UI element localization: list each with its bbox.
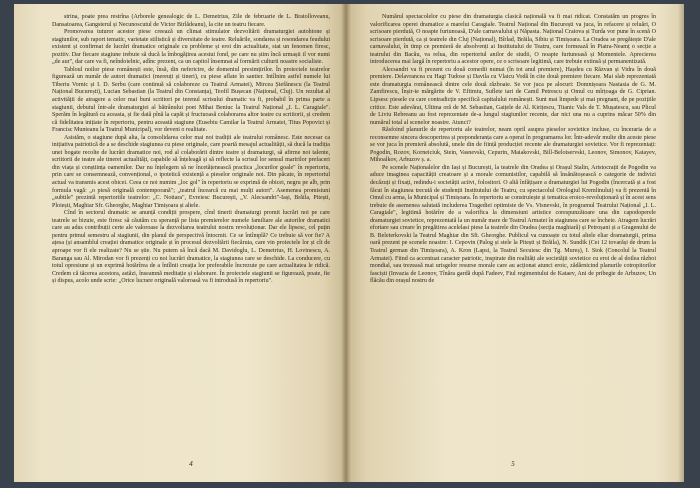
paragraph: Răsfoind planurile de repertoriu ale teatrelor, neam opril asupra pieselor sovietice incluse, cu înceraria de a reconsemne sincera descoperirea și preponderanța care a operat în programarea lor. Într-adevăr multe din aceste piese se vor juca în premieră absolută, unele din de ființă producției recente ale dramaturgiei sovietice. Vor fi reprezentați: Pogodin, Rozov, Korneiciuk, Stein, Vasnevski, Cepurin, Maiakovski, Bill-Belotservski, Leonov, Simonov, Katayev, Mihoalkov, Arbuzov ș. a. <box>370 127 656 164</box>
right-page-text <box>370 14 656 286</box>
page-edge-shadow <box>678 4 684 482</box>
page-number-right: 5 <box>511 460 515 468</box>
paragraph: Numărul spectacolelor cu piese din dramaturgia clasică națională va fi mai ridicat. Constatăm un progres în valorificarea operei dramatice a marelui Caragiale. Teatrul Național din București va juca, în refacere și reluări, O scrisoare pierdută, O noapte furtunoasă, D'ale carnavalului și Năpasta. Național Craiova și Turda vor pune în scenă O scrisoare pierdută, ca și teatrele din Cluj (Național), Bîrlad, Brăila, Sibiu și Timișoara. La Oradea se pregătește D'ale carnavalului, în timp ce premieră de absolvenți ai Institutului de Teatru, care formează în Piatra-Neamț o secție a teatrului din Bacău, va relua, din repertoriul anilor de studii, O noapte furtunoasă și Momentele. Aprecierea introducerea mai largă în repertoriu a acestor opere, ce o scrisoare legitimă, care trebuie extinsă și permanentizată. <box>370 14 656 66</box>
right-page <box>346 4 684 482</box>
left-page <box>14 4 346 482</box>
paragraph: Pe scenele Naționalelor din Iași și București, la teatrele din Oradea și Orașul Stalin, Aristocrații de Pogodin va aduce imaginea capacității creatoare și a morale comunistilor, capabilă să însănătoșească o categorie de indivizi decăzuți și fixați, redindu-i societății activi, folositori. O altă înfățișare a dramaturgiei lui Pogodin (încercată și a fost făcut în stagiunea trecută de studenții Institutului de Teatru, cu spectacolul Orologiul Kremlinului) va fi prezentă în Omul cu arma, la Municipal și Timișoara. În repertoriu se construiește și tematica eroico-revoluționară și în acest sens trebuie de asemenea salutată includerea Tragediei optimiste de Vs. Visnevski, în programul Teatrului Național „I. L. Caragiale", legitimă hotărîre de a valorifica la dimensiuni artistice corespunzătoare una din capodoperele dramaturgiei sovietice, reprezentată la un număr mare de Teatrul Armatei în stagiunea care se încheie. Atragem lucrări efortare sau creare în pregătirea acelelasi piese la teatrele din Oradea (secția maghiară) și Petroșani și a Gragenului de B. Beleterkovski la Teatrul Maghiar din Sft. Gheorghe. Publicul va cunoaște cu totul altele eliar dramaturgii, prima oară prezent pe scenele noastre: I. Cepovin (Palog și stele la Pitești și Brăila), N. Sundik (Cei 12 tovarăși de drum la Teatrul german din Timișoara), A. Kron (Lapsi, la Teatrul Secuiesc din Tg. Mureș), I. Stok (Concolul la Teatrul Armatei). Fiind ca accentuat caracter patriotic, inspirate din realități ale societății sovietice cu eroi de al doilea război mondial, sau trezeasă mai urisgelor resurse morale care au acționat atunci eroic, zădărnicind planurile cotropitorilor fasciști (Invazia de Leonov, Tînăra gardă după Fadeev, Fiul regimentului de Kataev, Ani de pribegie de Arbuzov, Un flăcău din orașul nostru de <box>370 164 656 285</box>
paragraph: Promovarea tuturor acestor piese creează un climat stimulator dezvoltării dramaturgiei autohtone și stagiunilor, sub raport tematic, varietate stilistică și diversitate de teatre. Reluările, sondarea și resondarea feudului existent și confirmat de lucrări dramatice originale cu probleme și eroi din actualitate, stat un fenomen firesc, pozitiv. Dar fiecare stagiune trebuie să ducă la îmbogățirea acestui fond, pe care nu știm încă urmașii il vor numi „de aur", dar care va fi, neîndoielnic, adînc prezent, ca un capitol însemnat al formării culturii noastre socialiste. <box>52 29 330 66</box>
left-page-text <box>52 14 330 286</box>
book-gutter <box>341 4 351 482</box>
paragraph: Tabloul noilor piese românești este, însă, din nefericire, de domeniul presimțirilor. În proiectele teatrelor figurează un număr de autori dramatici (mereuți și tineri), cu piese aflate în santier. Intîlnim astfel numele lui Tiberiu Vornic și I. D. Serbu (care continuă să colaboreze cu Teatrul Armatei), Mircea Ștefănescu (la Teatrul Național București), Lucian Sebastian (la Teatrul din Constanța), Teofil Bușecan (Național, Cluj). Un rezultat al activității de atragere a celor mai buni scriitori pe terenul scrisului dramatic va fi, probabil în prima parte a stagiunii, debutul într-ale dramaturgiei al bătrânului poet Mihai Beniuc la Teatrul Național „I. L. Caragiale". Sperăm în legătură cu aceasta, și fie dată pînă la capăt și fructuoasă colaborarea altor teatre cu scriitorii, și credem că fidelitatea inițiate în repertoriu, pentru această stagiune (Eusebiu Camilar la Teatrul Armatei, Titus Popovici și Francisc Munteanu la Teatrul Municipal), vor deveni o realitate. <box>52 66 330 134</box>
page-number-left: 4 <box>189 460 193 468</box>
paragraph: Asistăm, o stagiune după alta, la consolidarea celor mai noi tradiții ale teatrului românesc. Este necesar ca inițiativa patriotică de a se deschide stagiunea cu piese originale, care poartă mesajul actualității, să ducă la tradiția unei bogate recolte de lucrări dramatice noi, rod al colaborării dintre teatre și dramaturgi, să afirme noi talente, scriitorii de teatre ale tinerei actualități, capabile să înțeleagă și să reflecte la scrisul lor sensul maririlor prefaceri din viața și conștiința oamenilor. Dar nu înțelegem să ne încetățenească practica „locurilor goale" în repertoriu, prin care se consemnează, convențional, o ipotetică existență a pieselor originale noi. Din păcate, în repertoriul actual va transmis acest obicei. Ceea ce noi numim „loc gol" în repertoriu se exprimă de obicei, negru pe alb, prin formula vagă: „o piesă originală contemporană"; „teatrul încearcă cu mai mulți autori". Asemenea promisiuni „subtile" prezintă repertoriile teatrelor: „C. Nottara", Evreiesc București, „V. Alecsandri"-Iași, Brăila, Pitești, Ploiești, Maghiar Sfr. Gheorghe, Maghiar Timișoara și altele. <box>52 134 330 209</box>
paragraph: strina, poate prea restrîna (Arborele genealogic de L. Demetrius, Zile de februarie de L. Bratolloveanu, Dansatoarea, Gangsterul și Necunoscutul de Victor Birlădeanu), la cite un teatru fiecare. <box>52 14 330 28</box>
paragraph: Cînd în sectorul dramatic se anunță condiții prospere, cînd tinerii dramaturgi promit lucrări noi pe care teatrele se bizuie, este firesc să căutăm cu speranță pe lista premierelor numele familiare ale autorilor dramatici care au adus contribuții certe ale valoroase la dezvoltarea teatrului nostru revoluționar. Dar ele lipsesc, cel puțin pentru primul semestru al stagiunii, din planul de perspectivă întocmit. Ce se întîmplă? Ce trebuie să vor fie? A ațesa (și ansamblul creației dramatice originale și în procesul dezvoltării fiecăruia, care vin proiectele lor și cît de aproape vor fi ele realizate? Nu se știe. Nu putem să încă dacă M. Davidoglu, L. Demetrius, H. Lovinescu, A. Baranga sau Al. Mirodan vor fi prezenți cu noi lucrări dramatice, la stagiunea care se deschide. La conducere, cu totul opresiune și un exprimă hotărîrea de a întîlnii creația lor preferabile încrezute pe care actualitatea le ridică. Credem că tăcerea acestora, astăzi, înseamnă meditație și elaborare. În proiectele stagiunii se figurează, poate, fie și dispus, acolo unde scrie: „Orice lucrare originală valoroasă va fi introdusă în repertoriu". <box>52 210 330 285</box>
paragraph: Alecsandri va fi prezent cu două comedii numai (în tot anul premiere), Hașdeu cu Răzvan și Vidra în două premiere. Delavrancea cu Hagi Tudose și Davila cu Vlaicu Vodă în cite două premiere fiecare. Mai slab reprezentată este dramaturgia românească dintre cele două războaie. Se vor juca pe alocuri: Domnișoara Nastasia de G. M. Zamfirescu, Înșir-te mărgărite de V. Eftimiu, Suflete tari de Camil Petrescu și Omul cu mîrțoaga de G. Ciprian. Lipsesc piesele cu care contradicție specifică capitalului românești. Sunt mai limpede și mai pregnant, de pe pozițiile critice. Este adevărat, Ultima oră de M. Sebastian, Gaițele de Al. Kirițescu, Titanic Vals de T. Mușatescu, sau Plicul de Liviu Rebreanu au fost reprezentate de-a lungul stagiunilor recente, dar nici una nu a cuprins măcar 50% din numărul total al scenelor noastre. Atunci? <box>370 66 656 126</box>
